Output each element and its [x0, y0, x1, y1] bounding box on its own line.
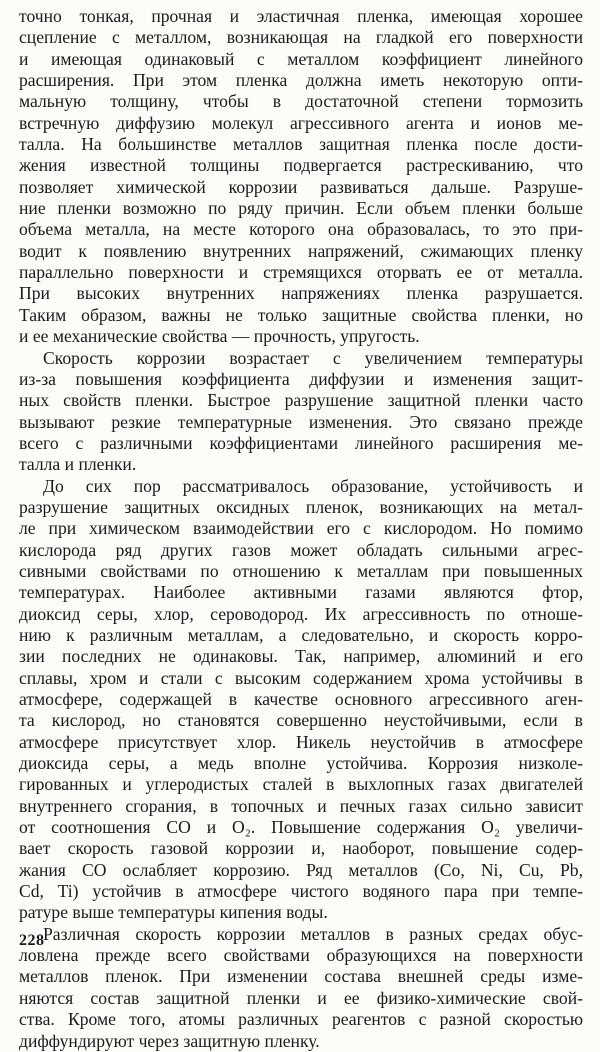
text-line: Скорость коррозии возрастает с увеличением температуры	[43, 347, 583, 368]
text-line: из-за повышения коэффициента диффузии и изменения защит-	[19, 368, 583, 389]
text-line: талла. На большинстве металлов защитная пленка после дости-	[19, 134, 583, 155]
text-line: атмосфере, содержащей в качестве основного агрессивного аген-	[19, 689, 583, 709]
text-line: ловлена прежде всего свойствами образующихся на поверхности	[19, 945, 583, 966]
text-line: внутреннего сгорания, в топочных и печных газах сильно зависит	[19, 795, 583, 816]
text-line: позволяет химической коррозии развиваться дальше. Разруше-	[19, 176, 583, 197]
text-line: ле при химическом взаимодействии его с кислородом. Но помимо	[19, 518, 583, 539]
text-line: точно тонкая, прочная и эластичная пленка, имеющая хорошее	[19, 6, 583, 26]
text-line: Таким образом, важны не только защитные свойства пленки, но	[19, 304, 583, 325]
paragraph-4	[19, 924, 583, 1052]
text-line: атмосфере присутствует хлор. Никель неустойчив в атмосфере	[19, 731, 583, 752]
text-line: сивными свойствами по отношению к металлам при повышенных	[19, 560, 583, 581]
text-line: До сих пор рассматривалось образование, устойчивость и	[43, 475, 583, 496]
text-line: жения известной толщины подвергается растрескиванию, что	[19, 155, 583, 176]
text-line: диоксида серы, а медь вполне устойчива. Коррозия низколе-	[19, 753, 583, 774]
text-line: зии последних не одинаковы. Так, например, алюминий и его	[19, 646, 583, 667]
paragraph-1	[19, 6, 583, 348]
text-line: та кислород, но становятся совершенно неустойчивыми, если в	[19, 710, 583, 731]
text-line: Cd, Ti) устойчив в атмосфере чистого водяного пара при темпе-	[19, 881, 583, 902]
text-line: Различная скорость коррозии металлов в разных средах обус-	[43, 923, 583, 944]
text-line: жания CO ослабляет коррозию. Ряд металлов (Co, Ni, Cu, Pb,	[19, 859, 583, 880]
text-line: сцепление с металлом, возникающая на гладкой его поверхности	[19, 27, 583, 48]
text-line: нию к различным металлам, а следовательно, и скорость корро-	[19, 624, 583, 645]
text-line: вызывают резкие температурные изменения. Это связано прежде	[19, 411, 583, 432]
paragraph-2	[19, 348, 583, 476]
text-line: всего с различными коэффициентами линейного расширения ме-	[19, 432, 583, 453]
text-line: металлов пленок. При изменении состава внешней среды изме-	[19, 966, 583, 987]
text-line: от соотношения CO и O₂. Повышение содержания O₂ увеличи-	[19, 817, 583, 838]
text-line: расширения. При этом пленка должна иметь некоторую опти-	[19, 70, 583, 91]
text-line: разрушение защитных оксидных пленок, возникающих на метал-	[19, 496, 583, 517]
text-line: ние пленки возможно по ряду причин. Если объем пленки больше	[19, 198, 583, 219]
text-line: температурах. Наиболее активными газами являются фтор,	[19, 582, 583, 603]
text-line: вает скорость газовой коррозии и, наоборот, повышение содер-	[19, 838, 583, 859]
text-line: объема металла, на месте которого она образовалась, то это при-	[19, 219, 583, 240]
text-line: талла и пленки.	[19, 454, 137, 475]
text-line: мальную толщину, чтобы в достаточной степени тормозить	[19, 91, 583, 112]
paragraph-3	[19, 476, 583, 924]
text-line: ных свойств пленки. Быстрое разрушение защитной пленки часто	[19, 390, 583, 411]
text-line: При высоких внутренних напряжениях пленка разрушается.	[19, 283, 583, 304]
text-line: сплавы, хром и стали с высоким содержанием хрома устойчивы в	[19, 667, 583, 688]
text-line: водит к появлению внутренних напряжений, сжимающих пленку	[19, 240, 583, 261]
text-line: и имеющая одинаковый с металлом коэффициент линейного	[19, 48, 583, 69]
text-line: кислорода ряд других газов может обладать сильными агрес-	[19, 539, 583, 560]
text-line: и ее механические свойства — прочность, упругость.	[19, 326, 420, 347]
text-line: параллельно поверхности и стремящихся оторвать ее от металла.	[19, 262, 583, 283]
text-line: гированных и углеродистых сталей в выхлопных газах двигателей	[19, 774, 583, 795]
text-line: няются состав защитной пленки и ее физико-химические свой-	[19, 987, 583, 1008]
text-line: диффундируют через защитную пленку.	[19, 1030, 320, 1051]
text-line: ства. Кроме того, атомы различных реагентов с разной скоростью	[19, 1009, 583, 1030]
text-line: ратуре выше температуры кипения воды.	[19, 902, 328, 923]
page-number: 228	[19, 932, 45, 949]
text-line: встречную диффузию молекул агрессивного агента и ионов ме-	[19, 112, 583, 133]
text-line: диоксид серы, хлор, сероводород. Их агрессивность по отноше-	[19, 603, 583, 624]
